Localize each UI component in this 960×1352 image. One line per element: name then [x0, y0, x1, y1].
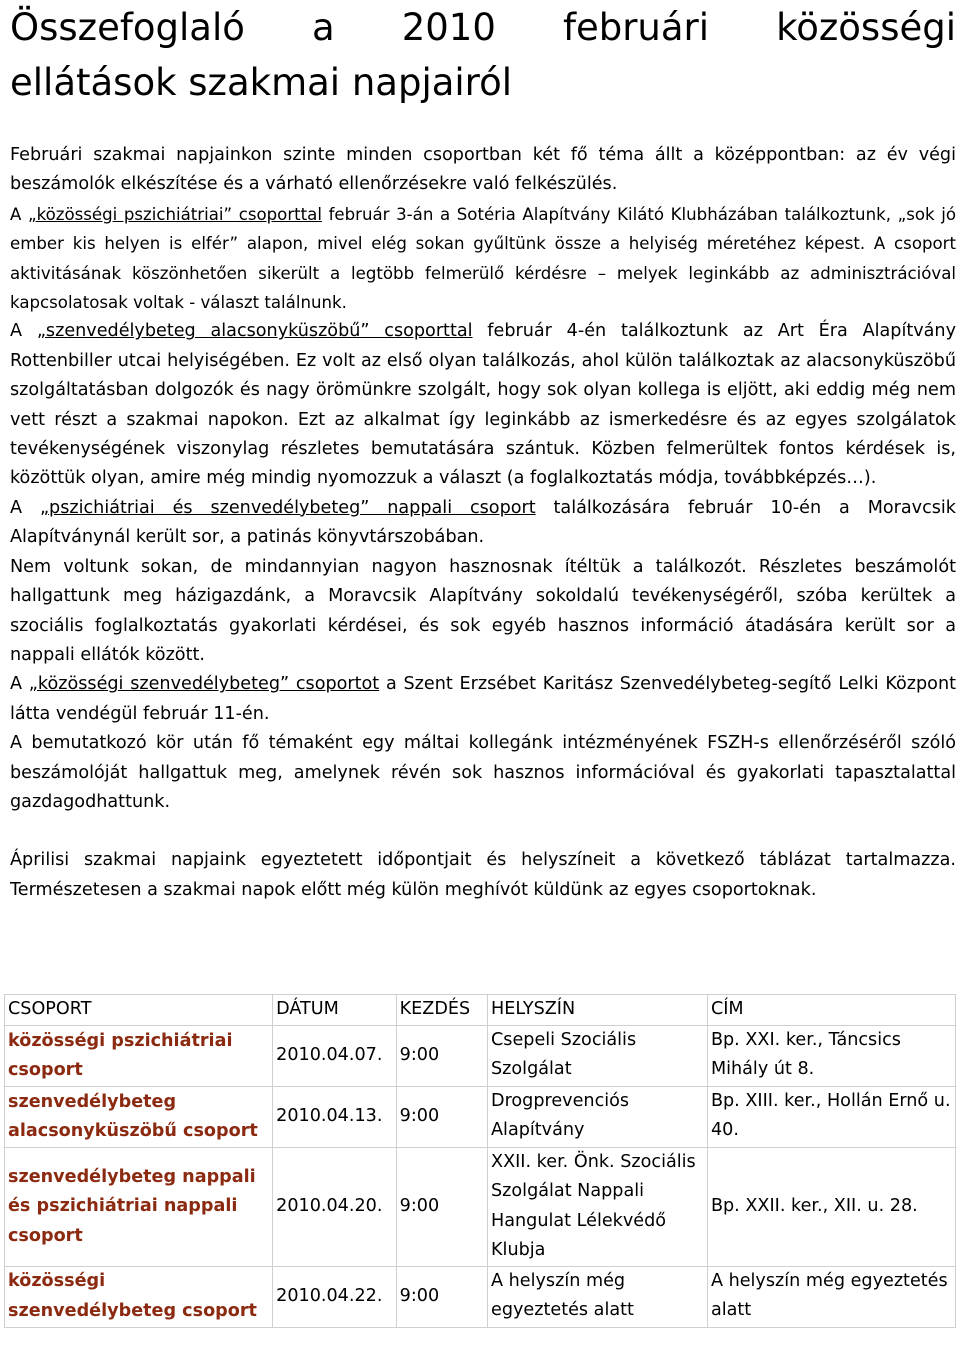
title-line-2: ellátások szakmai napjairól [10, 61, 512, 104]
group-link-community-psych: „közösségi pszichiátriai” csoporttal [27, 204, 322, 224]
paragraph-day-care-details: Nem voltunk sokan, de mindannyian nagyon hasznosnak ítéltük a találkozót. Részletes beszámolót hallgattunk meg házigazdánk, a Moravcsik Alapítvány sokoldalú tevékenységéről, szóba kerültek a szociális foglalkoztatás gyakorlati kérdései, és sok egyéb hasznos információ átadására került sor a nappali ellátók között. [10, 556, 956, 665]
cell-start: 9:00 [396, 1026, 487, 1087]
cell-date: 2010.04.22. [273, 1266, 397, 1327]
paragraph-low-threshold: A „szenvedélybeteg alacsonyküszöbű” csoporttal február 4-én találkoztunk az Art Éra Alapítvány Rottenbiller utcai helyiségében. Ez volt az első olyan találkozás, ahol külön találkoztak az alacsonyküszöbű szolgáltatásban dolgozók és nagy örömünkre szolgált, hogy sok olyan kollega is eljött, aki eddig még nem vett részt a szakmai napokon. Ezt az alkalmat így leginkább az ismerkedésre és az egyes szolgálatok tevékenységének viszonylag részletes bemutatására szántuk. Közben felmerültek fontos kérdések is, közöttük olyan, amire még mindig nyomozzuk a választ (a foglalkoztatás módja, továbbképzés…). [10, 321, 956, 489]
cell-address: Bp. XXII. ker., XII. u. 28. [707, 1148, 955, 1267]
paragraph-day-care: A „pszichiátriai és szenvedélybeteg” nappali csoport találkozására február 10-én a Moravcsik Alapítványnál került sor, a patinás könyvtárszobában. [10, 497, 956, 548]
title-word: a [311, 6, 335, 49]
cell-group: közösségi pszichiátriai csoport [5, 1026, 273, 1087]
paragraph-community-addiction-details: A bemutatkozó kör után fő témaként egy máltai kollegánk intézményének FSZH-s ellenőrzéséről szóló beszámolóját hallgattuk meg, amelynek révén sok hasznos információval és gyakorlati tapasztalattal gazdagodhattunk. [10, 733, 956, 812]
title-line-1 [10, 0, 956, 55]
paragraph-community-psych: A „közösségi pszichiátriai” csoporttal február 3-án a Sotéria Alapítvány Kilátó Klubházában találkoztunk, „sok jó ember kis helyen is elfér” alapon, mivel elég sokan gyűltünk össze a helyiség méretéhez képest. A csoport aktivitásának köszönhetően sikerült a legtöbb felmerülő kérdésre – melyek leginkább az adminisztrációval kapcsolatosak voltak - választ találnunk. [10, 204, 956, 313]
article-body [10, 141, 956, 905]
table-header-row [5, 995, 956, 1026]
table-row [5, 1148, 956, 1267]
title-word: közösségi [776, 6, 956, 49]
table-row [5, 1087, 956, 1148]
group-link-community-addiction: „közösségi szenvedélybeteg” csoportot [28, 674, 380, 695]
paragraph-community-addiction: A „közösségi szenvedélybeteg” csoportot a Szent Erzsébet Karitász Szenvedélybeteg-segítő Lelki Központ látta vendégül február 11-én. [10, 674, 956, 724]
title-word: 2010 [401, 6, 496, 49]
page-title [10, 0, 958, 110]
cell-start: 9:00 [396, 1087, 487, 1148]
title-word: februári [562, 6, 710, 49]
header-address: CÍM [707, 995, 955, 1026]
paragraph-april-schedule: Áprilisi szakmai napjaink egyeztetett időpontjait és helyszíneit a következő táblázat tartalmazza. Természetesen a szakmai napok előtt még külön meghívót küldünk az egyes csoportoknak. [10, 850, 956, 900]
cell-address: Bp. XXI. ker., Táncsics Mihály út 8. [707, 1026, 955, 1087]
cell-address: A helyszín még egyeztetés alatt [707, 1266, 955, 1327]
cell-venue: A helyszín még egyeztetés alatt [488, 1266, 708, 1327]
cell-date: 2010.04.07. [273, 1026, 397, 1087]
group-link-low-threshold: „szenvedélybeteg alacsonyküszöbű” csoporttal [36, 321, 473, 342]
cell-date: 2010.04.20. [273, 1148, 397, 1267]
cell-start: 9:00 [396, 1148, 487, 1267]
paragraph-intro: Februári szakmai napjainkon szinte minden csoportban két fő téma állt a középpontban: az év végi beszámolók elkészítése és a várható ellenőrzésekre való felkészülés. [10, 145, 956, 195]
cell-venue: Csepeli Szociális Szolgálat [488, 1026, 708, 1087]
table-row [5, 1026, 956, 1087]
cell-group: szenvedélybeteg alacsonyküszöbű csoport [5, 1087, 273, 1148]
header-date: DÁTUM [273, 995, 397, 1026]
cell-date: 2010.04.13. [273, 1087, 397, 1148]
cell-address: Bp. XIII. ker., Hollán Ernő u. 40. [707, 1087, 955, 1148]
header-start: KEZDÉS [396, 995, 487, 1026]
cell-group: közösségi szenvedélybeteg csoport [5, 1266, 273, 1327]
schedule-table [4, 994, 956, 1328]
cell-start: 9:00 [396, 1266, 487, 1327]
cell-venue: Drogprevenciós Alapítvány [488, 1087, 708, 1148]
title-word: Összefoglaló [10, 6, 245, 49]
group-link-day-care: „pszichiátriai és szenvedélybeteg” nappali csoport [39, 497, 536, 518]
cell-group: szenvedélybeteg nappali és pszichiátriai nappali csoport [5, 1148, 273, 1267]
table-row [5, 1266, 956, 1327]
header-group: CSOPORT [5, 995, 273, 1026]
header-venue: HELYSZÍN [488, 995, 708, 1026]
cell-venue: XXII. ker. Önk. Szociális Szolgálat Nappali Hangulat Lélekvédő Klubja [488, 1148, 708, 1267]
